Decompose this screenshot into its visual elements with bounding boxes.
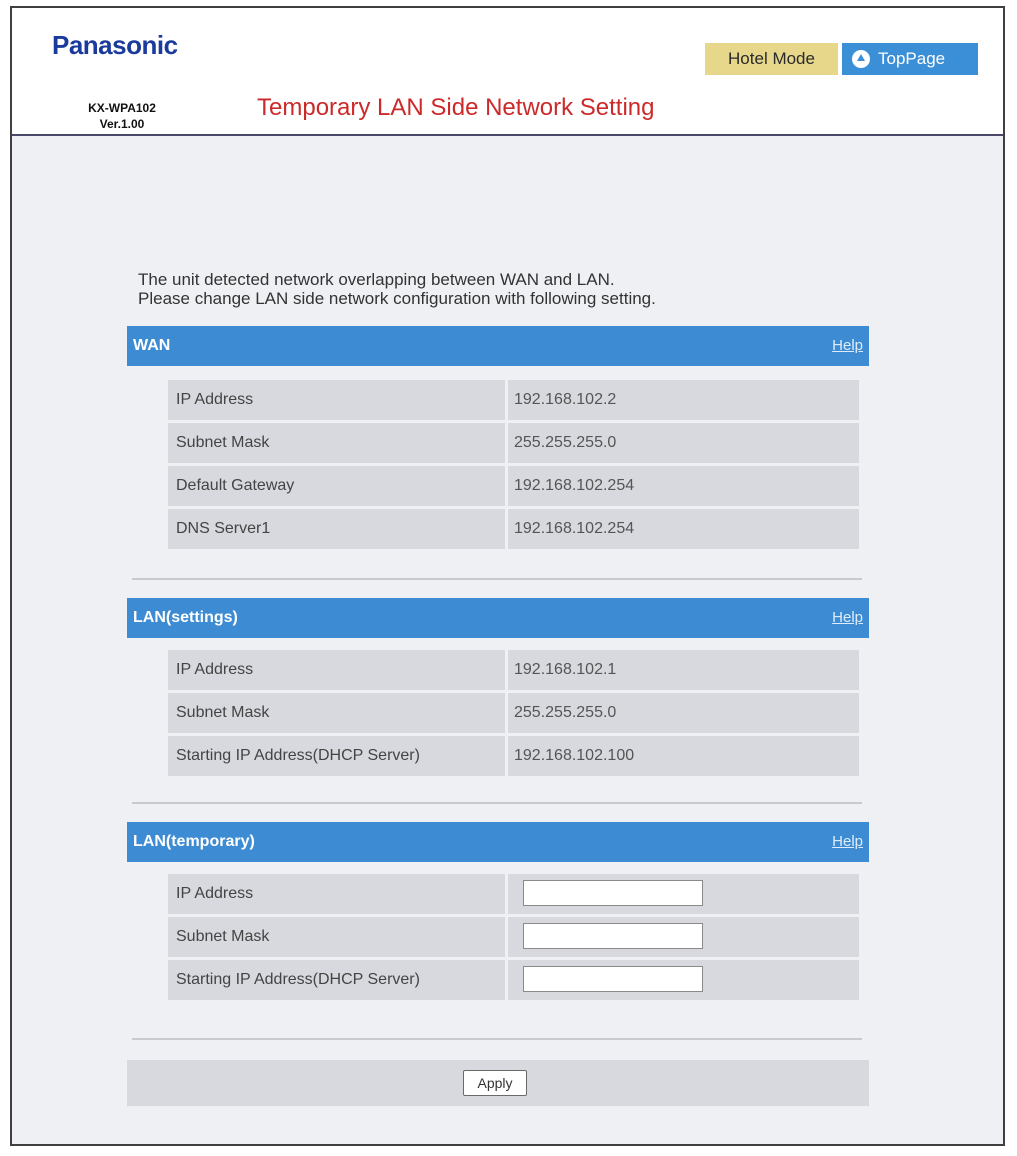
temp-dhcp-start-input[interactable] — [523, 966, 703, 992]
header — [12, 8, 1003, 136]
top-page-label: TopPage — [878, 49, 946, 68]
section-divider — [132, 578, 862, 580]
wan-section-title: WAN — [133, 337, 171, 354]
wan-dns-server1-value: 192.168.102.254 — [514, 520, 635, 537]
hotel-mode-button[interactable]: Hotel Mode — [705, 43, 838, 75]
lan-dhcp-start-value: 192.168.102.100 — [514, 747, 635, 764]
wan-subnet-mask-label: Subnet Mask — [168, 423, 508, 463]
lan-temporary-help-link[interactable]: Help — [832, 833, 863, 850]
wan-table — [168, 380, 859, 560]
wan-ip-address-label: IP Address — [168, 380, 508, 420]
lan-settings-section-header — [127, 598, 869, 638]
table-row — [168, 960, 859, 1000]
lan-settings-section-title: LAN(settings) — [133, 609, 238, 626]
wan-dns-server1-label: DNS Server1 — [168, 509, 508, 549]
temp-ip-address-input[interactable] — [523, 880, 703, 906]
lan-subnet-mask-label: Subnet Mask — [168, 693, 508, 733]
wan-default-gateway-value: 192.168.102.254 — [514, 477, 635, 494]
temp-subnet-mask-label: Subnet Mask — [168, 917, 508, 957]
top-page-button[interactable] — [842, 43, 978, 75]
table-row — [168, 509, 859, 549]
table-row — [168, 874, 859, 914]
table-row — [168, 466, 859, 506]
table-row — [168, 693, 859, 733]
wan-section-header — [127, 326, 869, 366]
lan-ip-address-value: 192.168.102.1 — [514, 661, 617, 678]
brand-logo: Panasonic — [52, 30, 178, 60]
lan-temporary-table — [168, 874, 859, 1004]
model-info — [62, 100, 182, 132]
table-row — [168, 917, 859, 957]
section-divider — [132, 802, 862, 804]
lan-dhcp-start-label: Starting IP Address(DHCP Server) — [168, 736, 508, 776]
apply-button[interactable]: Apply — [463, 1070, 527, 1096]
lan-temporary-section-header — [127, 822, 869, 862]
lan-ip-address-label: IP Address — [168, 650, 508, 690]
temp-subnet-mask-input[interactable] — [523, 923, 703, 949]
intro-line-1: The unit detected network overlapping between WAN and LAN. — [138, 270, 615, 289]
wan-subnet-mask-value: 255.255.255.0 — [514, 434, 617, 451]
table-row — [168, 380, 859, 420]
wan-help-link[interactable]: Help — [832, 337, 863, 354]
intro-message — [138, 270, 858, 308]
page-title: Temporary LAN Side Network Setting — [257, 94, 655, 121]
wan-ip-address-value: 192.168.102.2 — [514, 391, 617, 408]
lan-settings-table — [168, 650, 859, 780]
lan-settings-help-link[interactable]: Help — [832, 609, 863, 626]
model-number: KX-WPA102 — [88, 101, 156, 115]
intro-line-2: Please change LAN side network configuration with following setting. — [138, 289, 656, 308]
temp-ip-address-label: IP Address — [168, 874, 508, 914]
wan-default-gateway-label: Default Gateway — [168, 466, 508, 506]
up-arrow-icon — [852, 50, 870, 68]
table-row — [168, 736, 859, 776]
lan-temporary-section-title: LAN(temporary) — [133, 833, 255, 850]
temp-dhcp-start-label: Starting IP Address(DHCP Server) — [168, 960, 508, 1000]
table-row — [168, 423, 859, 463]
table-row — [168, 650, 859, 690]
apply-bar — [127, 1060, 869, 1106]
section-divider — [132, 1038, 862, 1040]
page-frame — [10, 6, 1005, 1146]
firmware-version: Ver.1.00 — [99, 117, 145, 131]
lan-subnet-mask-value: 255.255.255.0 — [514, 704, 617, 721]
